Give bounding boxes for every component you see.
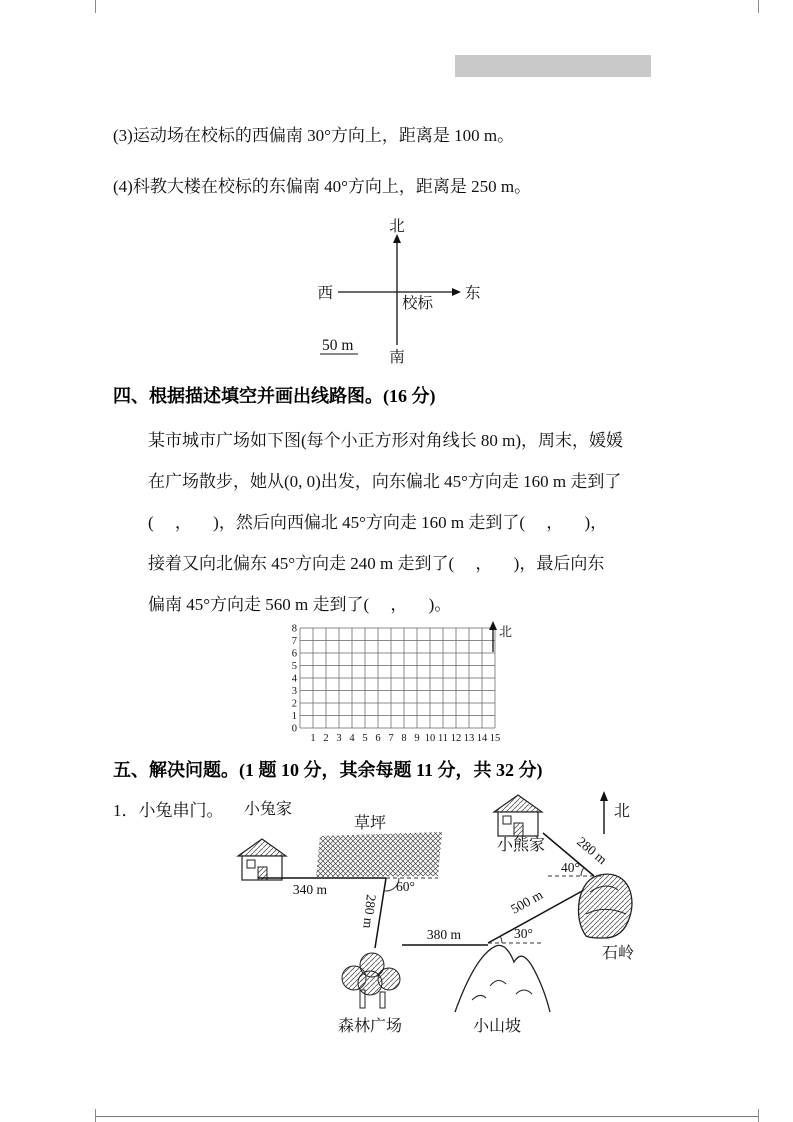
north-arrowhead bbox=[600, 791, 608, 801]
compass-south-label: 南 bbox=[389, 349, 405, 366]
section4-paragraph bbox=[148, 420, 623, 625]
q1-label: 1．小兔串门。 bbox=[113, 801, 224, 820]
route-grid-figure bbox=[286, 618, 536, 750]
forest-plaza-icon bbox=[342, 953, 400, 1008]
page-frame-tick-top-left bbox=[95, 0, 96, 13]
grid-x-label: 6 bbox=[375, 733, 381, 744]
compass-east-arrowhead bbox=[452, 288, 461, 296]
north-indicator bbox=[600, 791, 630, 834]
hill-icon bbox=[455, 945, 550, 1012]
grid-x-label: 8 bbox=[401, 733, 407, 744]
compass-west-label: 西 bbox=[317, 285, 333, 302]
grid-north-arrowhead bbox=[489, 621, 497, 630]
grid-y-label: 1 bbox=[291, 711, 297, 722]
bear-home-label: 小熊家 bbox=[496, 837, 546, 854]
grid-north-indicator bbox=[489, 621, 512, 652]
grid-y-label: 2 bbox=[291, 698, 297, 710]
compass-scale-label: 50 m bbox=[322, 337, 354, 354]
distance-280-forest-label: 280 m bbox=[360, 893, 379, 930]
page-frame-tick-top-right bbox=[758, 0, 759, 13]
grid-y-label: 8 bbox=[291, 623, 297, 635]
distance-380-label: 380 m bbox=[426, 927, 462, 942]
angle-30-arc bbox=[500, 936, 502, 943]
grid-x-label: 5 bbox=[362, 733, 368, 744]
grid-lines bbox=[300, 628, 495, 728]
grid-x-label: 13 bbox=[463, 733, 475, 744]
bear-home-icon bbox=[494, 795, 542, 836]
compass-center-label: 校标 bbox=[402, 295, 434, 312]
compass-north-label: 北 bbox=[389, 218, 405, 235]
grid-x-label: 15 bbox=[489, 733, 501, 744]
paragraph-line: ( ， )，然后向西偏北 45°方向走 160 m 走到了( ， )， bbox=[148, 513, 608, 532]
paragraph-line: 某市城市广场如下图(每个小正方形对角线长 80 m)，周末，媛媛 bbox=[148, 431, 624, 450]
page-frame-bottom-rule bbox=[95, 1116, 758, 1117]
forest-plaza-label: 森林广场 bbox=[337, 1018, 403, 1035]
diagram-north-label: 北 bbox=[614, 803, 631, 820]
angle-40-label: 40° bbox=[561, 860, 580, 875]
grid-x-label: 14 bbox=[476, 733, 488, 744]
lawn-area-icon bbox=[316, 832, 442, 877]
grid-y-label: 5 bbox=[291, 661, 297, 672]
angle-40-arc bbox=[581, 868, 584, 876]
angle-30-label: 30° bbox=[514, 926, 533, 941]
grid-y-label: 4 bbox=[291, 673, 297, 685]
rabbit-home-label: 小兔家 bbox=[243, 801, 293, 818]
lawn-label: 草坪 bbox=[353, 815, 387, 832]
compass-figure bbox=[300, 213, 510, 368]
compass-cross bbox=[338, 241, 453, 345]
section5-heading: 五、解决问题。(1 题 10 分，其余每题 11 分，共 32 分) bbox=[113, 760, 543, 780]
compass-east-label: 东 bbox=[465, 285, 481, 302]
paragraph-line: 偏南 45°方向走 560 m 走到了( ， )。 bbox=[148, 595, 452, 614]
grid-x-label: 4 bbox=[349, 733, 355, 744]
q1-diagram bbox=[228, 786, 778, 1042]
item-3: (3)运动场在校标的西偏南 30°方向上，距离是 100 m。 bbox=[113, 126, 515, 145]
distance-500-label: 500 m bbox=[508, 886, 546, 917]
grid-x-label: 7 bbox=[388, 733, 394, 744]
grid-x-label: 9 bbox=[414, 733, 420, 744]
grid-x-label: 3 bbox=[336, 733, 342, 744]
grid-x-label: 2 bbox=[323, 733, 329, 744]
redaction-box bbox=[455, 55, 651, 77]
grid-x-label: 10 bbox=[424, 733, 436, 744]
grid-y-labels bbox=[292, 624, 298, 735]
distance-280-rock-label: 280 m bbox=[574, 833, 610, 868]
grid-north-label: 北 bbox=[499, 624, 513, 639]
grid-x-label: 12 bbox=[450, 733, 462, 744]
compass-north-arrowhead bbox=[393, 234, 401, 243]
rabbit-home-icon bbox=[238, 839, 286, 880]
grid-y-label: 0 bbox=[291, 723, 297, 735]
rock-ridge-icon bbox=[579, 874, 632, 938]
grid-x-labels bbox=[310, 733, 500, 744]
item-4: (4)科教大楼在校标的东偏南 40°方向上，距离是 250 m。 bbox=[113, 177, 532, 196]
grid-y-label: 3 bbox=[291, 686, 297, 697]
paragraph-line: 接着又向北偏东 45°方向走 240 m 走到了( ， )，最后向东 bbox=[148, 554, 605, 573]
hill-label: 小山坡 bbox=[472, 1018, 522, 1035]
grid-x-label: 11 bbox=[437, 733, 449, 744]
grid-x-label: 1 bbox=[310, 733, 316, 744]
page-frame-tick-bottom-right bbox=[758, 1109, 759, 1122]
rock-ridge-label: 石岭 bbox=[601, 945, 635, 962]
angle-60-label: 60° bbox=[396, 879, 415, 894]
paragraph-line: 在广场散步，她从(0, 0)出发，向东偏北 45°方向走 160 m 走到了 bbox=[148, 472, 622, 491]
section4-heading: 四、根据描述填空并画出线路图。(16 分) bbox=[113, 386, 436, 406]
grid-y-label: 7 bbox=[291, 636, 297, 647]
distance-340-label: 340 m bbox=[292, 882, 328, 897]
grid-y-label: 6 bbox=[291, 648, 297, 660]
